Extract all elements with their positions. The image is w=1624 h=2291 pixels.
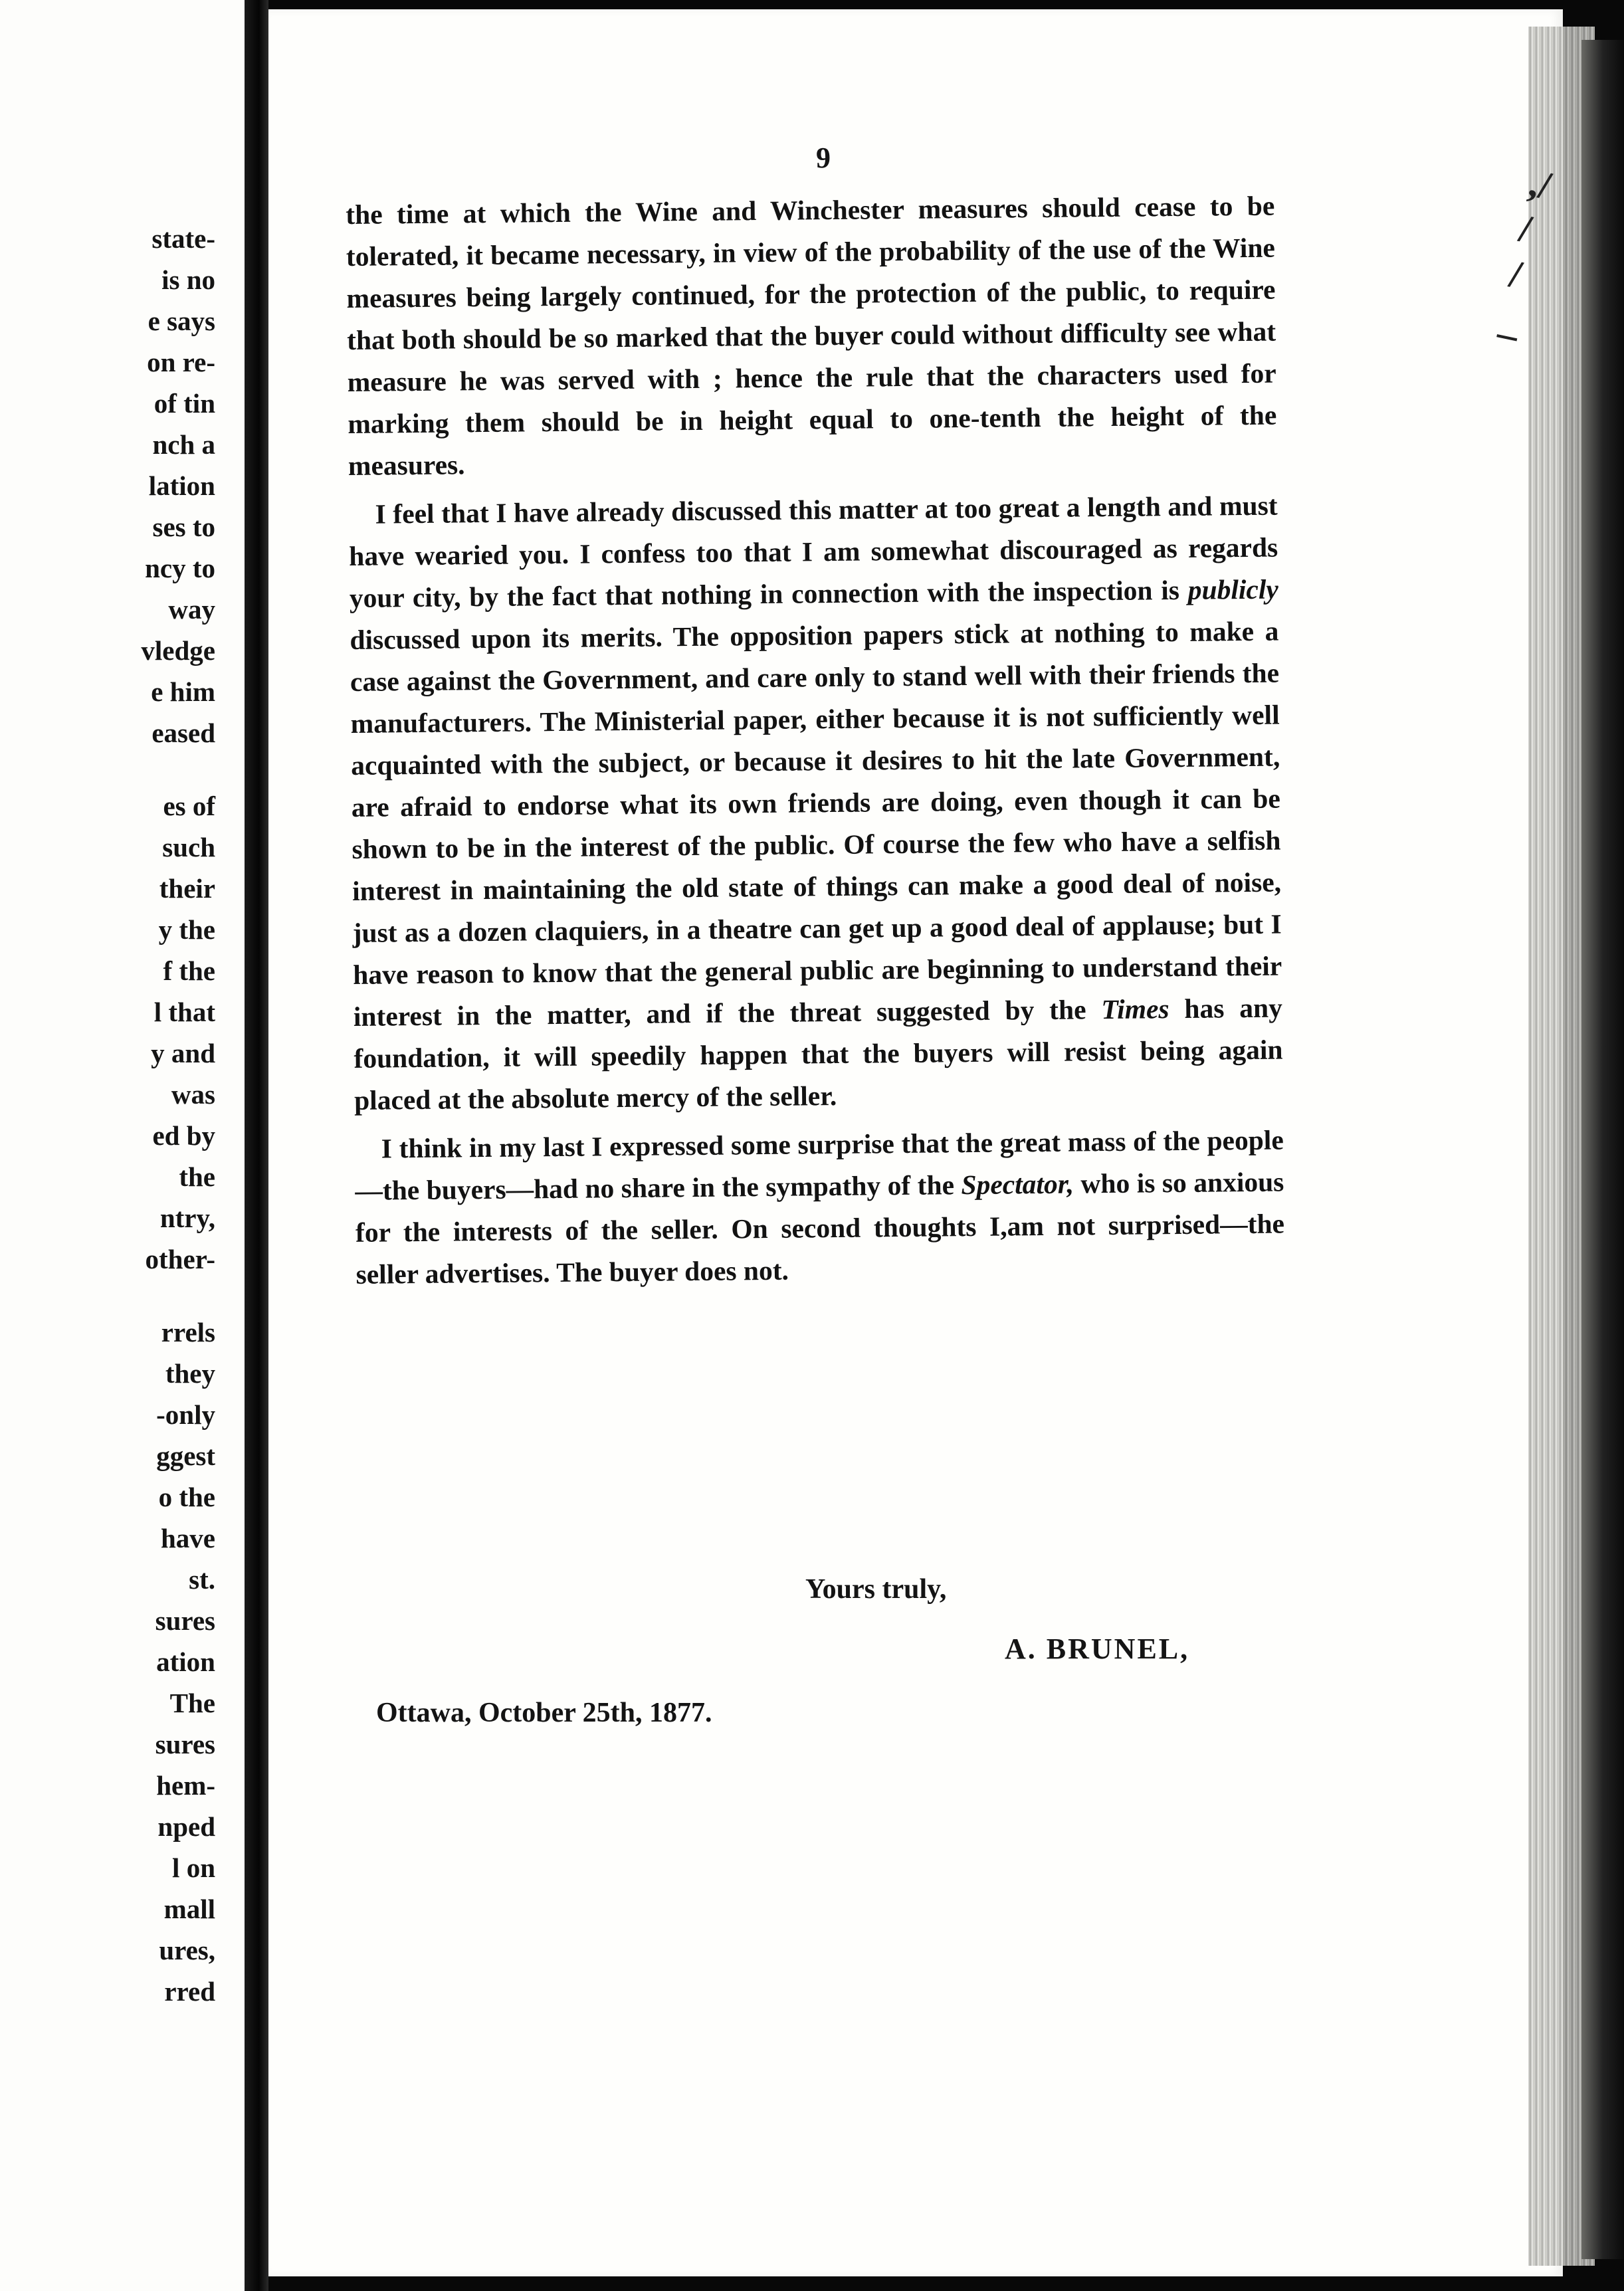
left-page-line: y the (158, 914, 215, 945)
paragraph-2-text-b: discussed upon its merits. The opposition papers stick at nothing to make a case against the Government, and care only to stand well with their friends the manufacturers. The Ministerial paper, either because it is not sufficiently well acquainted with the subject, or because it desires to hit the late Government, are afraid to endorse what its own friends are doing, even though it can be shown to be in the interest of the public. Of course the few who have a selfish interest in maintaining the old state of things can make a good deal of noise, just as a dozen claquiers, in a theatre can get up a good deal of applause; but I have reason to know that the general public are beginning to understand their interest in the matter, and if the threat suggested by the (350, 615, 1282, 1032)
left-page-line: sures (155, 1729, 215, 1759)
left-page-line: of tin (153, 388, 215, 419)
paragraph-3 (354, 1120, 1284, 1296)
book-cover-edge (1581, 40, 1624, 2259)
left-page-line: vledge (141, 635, 215, 666)
paragraph-2-text-a: I feel that I have already discussed this matter at too great a length and must have wearied you. I confess too that I am somewhat discouraged as regards your city, by the fact that nothing in connection with the inspection is (349, 490, 1278, 613)
book-gutter (245, 0, 268, 2291)
left-facing-page (0, 0, 245, 2291)
paragraph-2-text-c: has any foundation, it will speedily happen that the buyers will resist being again placed at the absolute mercy of the seller. (354, 992, 1283, 1116)
letter-closing: Yours truly, (805, 1574, 947, 1605)
left-page-line: way (168, 594, 215, 625)
left-page-line: nch a (152, 429, 215, 460)
left-page-line: sures (155, 1605, 215, 1636)
emphasis-publicly: publicly (1187, 573, 1278, 605)
letter-signature: A. BRUNEL, (1005, 1633, 1190, 1665)
left-page-line: l on (172, 1852, 215, 1883)
left-page-line: ures, (159, 1935, 215, 1965)
left-page-line: o the (158, 1482, 215, 1512)
left-page-line: st. (189, 1564, 215, 1595)
left-page-line: have (161, 1523, 215, 1553)
left-page-line: ation (156, 1646, 215, 1677)
left-page-line: es of (163, 791, 215, 821)
emphasis-times: Times (1101, 993, 1169, 1025)
paragraph-2 (348, 485, 1283, 1122)
left-page-line: ses to (152, 512, 215, 542)
left-page-line (5, 753, 245, 785)
left-page-line: e him (151, 676, 215, 707)
paragraph-1: the time at which the Wine and Winchester measures should cease to be tolerated, it became necessary, in view of the probability of the use of the Wine measures being largely continued, for the protection of the public, to require that both should be so marked that the buyer could without difficulty see what measure he was served with ; hence the rule that the characters used for marking them should be in height equal to one-tenth the height of the measures. (346, 190, 1277, 481)
left-page-line: rrels (161, 1317, 215, 1347)
left-page-line: their (159, 873, 215, 904)
left-page-line: is no (161, 264, 215, 295)
left-page-line: they (165, 1358, 215, 1389)
letter-dateline: Ottawa, October 25th, 1877. (376, 1698, 712, 1728)
left-page-line: other- (145, 1244, 215, 1274)
left-page-text-fragments (5, 218, 245, 2012)
left-page-line: rred (164, 1976, 215, 2007)
left-page-line: The (169, 1688, 215, 1718)
paragraph-3-text-b: who is so anxious for the interests of the seller. On second thoughts I,am not surprised—the seller advertises. The buyer does not. (355, 1166, 1285, 1290)
left-page-line: lation (148, 470, 215, 501)
left-page-line: -only (156, 1399, 215, 1430)
left-page-line: ntry, (159, 1203, 215, 1233)
left-page-line: state- (152, 223, 215, 254)
left-page-line: y and (151, 1038, 215, 1068)
page-number: 9 (816, 142, 831, 174)
letter-body (346, 185, 1285, 1296)
left-page-line: f the (163, 955, 215, 986)
left-page-line: on re- (147, 347, 215, 377)
left-page-line: l that (153, 997, 215, 1027)
left-page-line: ggest (156, 1441, 215, 1471)
left-page-line: eased (152, 718, 215, 748)
left-page-line: mall (163, 1894, 215, 1924)
left-page-line: ncy to (145, 553, 215, 583)
left-page-line: such (162, 832, 215, 862)
left-page-line: was (171, 1079, 215, 1110)
left-page-line: ed by (152, 1120, 215, 1151)
left-page-line: nped (157, 1811, 215, 1842)
left-page-line: hem- (156, 1770, 215, 1801)
left-page-line (5, 1280, 245, 1312)
left-page-line: the (179, 1161, 215, 1192)
paragraph-3-text-a: I think in my last I expressed some surprise that the great mass of the people—the buyers—had no share in the sympathy of the (355, 1124, 1284, 1206)
left-page-line: e says (148, 306, 215, 336)
margin-pencil-marks: ,/ / / _ (1496, 160, 1556, 344)
emphasis-spectator: Spectator, (961, 1168, 1074, 1201)
